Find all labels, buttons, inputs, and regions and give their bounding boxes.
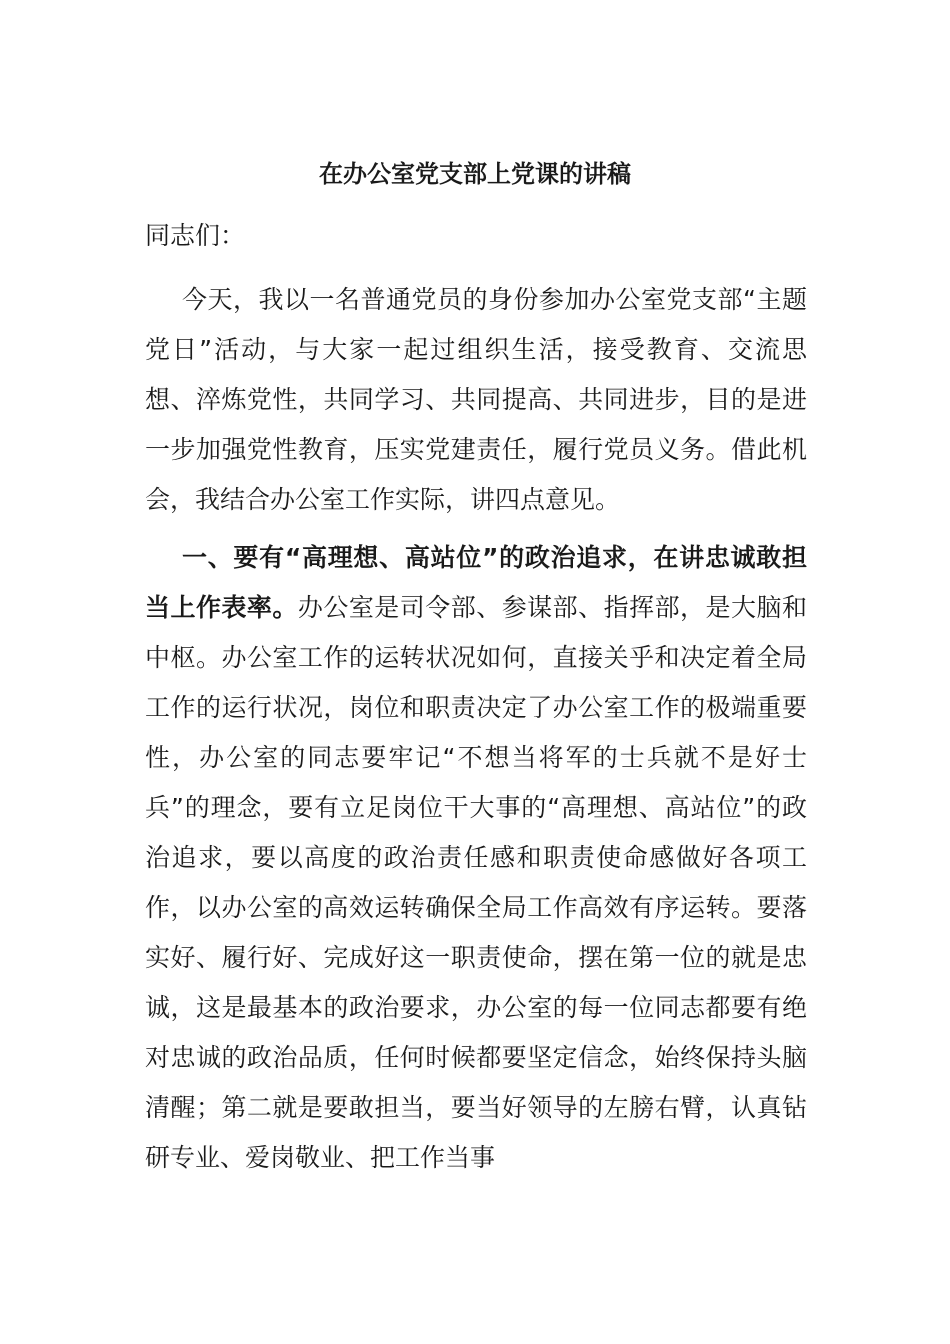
document-title: 在办公室党支部上党课的讲稿 (319, 160, 631, 188)
paragraph-point-one (145, 533, 807, 1183)
paragraph-body: 办公室是司令部、参谋部、指挥部，是大脑和中枢。办公室工作的运转状况如何，直接关乎和决定着全局工作的运行状况，岗位和职责决定了办公室工作的极端重要性，办公室的同志要牢记“不想当将军的士兵就不是好士兵”的理念，要有立足岗位干大事的“高理想、高站位”的政治追求，要以高度的政治责任感和职责使命感做好各项工作，以办公室的高效运转确保全局工作高效有序运转。要落实好、履行好、完成好这一职责使命，摆在第一位的就是忠诚，这是最基本的政治要求，办公室的每一位同志都要有绝对忠诚的政治品质，任何时候都要坚定信念，始终保持头脑清醒；第二就是要敢担当，要当好领导的左膀右臂，认真钻研专业、爱岗敬业、把工作当事 (145, 593, 807, 1172)
paragraph-intro: 今天，我以一名普通党员的身份参加办公室党支部“主题党日”活动，与大家一起过组织生活，接受教育、交流思想、淬炼党性，共同学习、共同提高、共同进步，目的是进一步加强党性教育，压实党建责任，履行党员义务。借此机会，我结合办公室工作实际，讲四点意见。 (145, 285, 807, 514)
paragraph-heading: 一、要有“高理想、高站位”的政治追求，在讲忠诚敢担当上作表率。 (145, 543, 807, 622)
salutation: 同志们： (145, 221, 246, 250)
